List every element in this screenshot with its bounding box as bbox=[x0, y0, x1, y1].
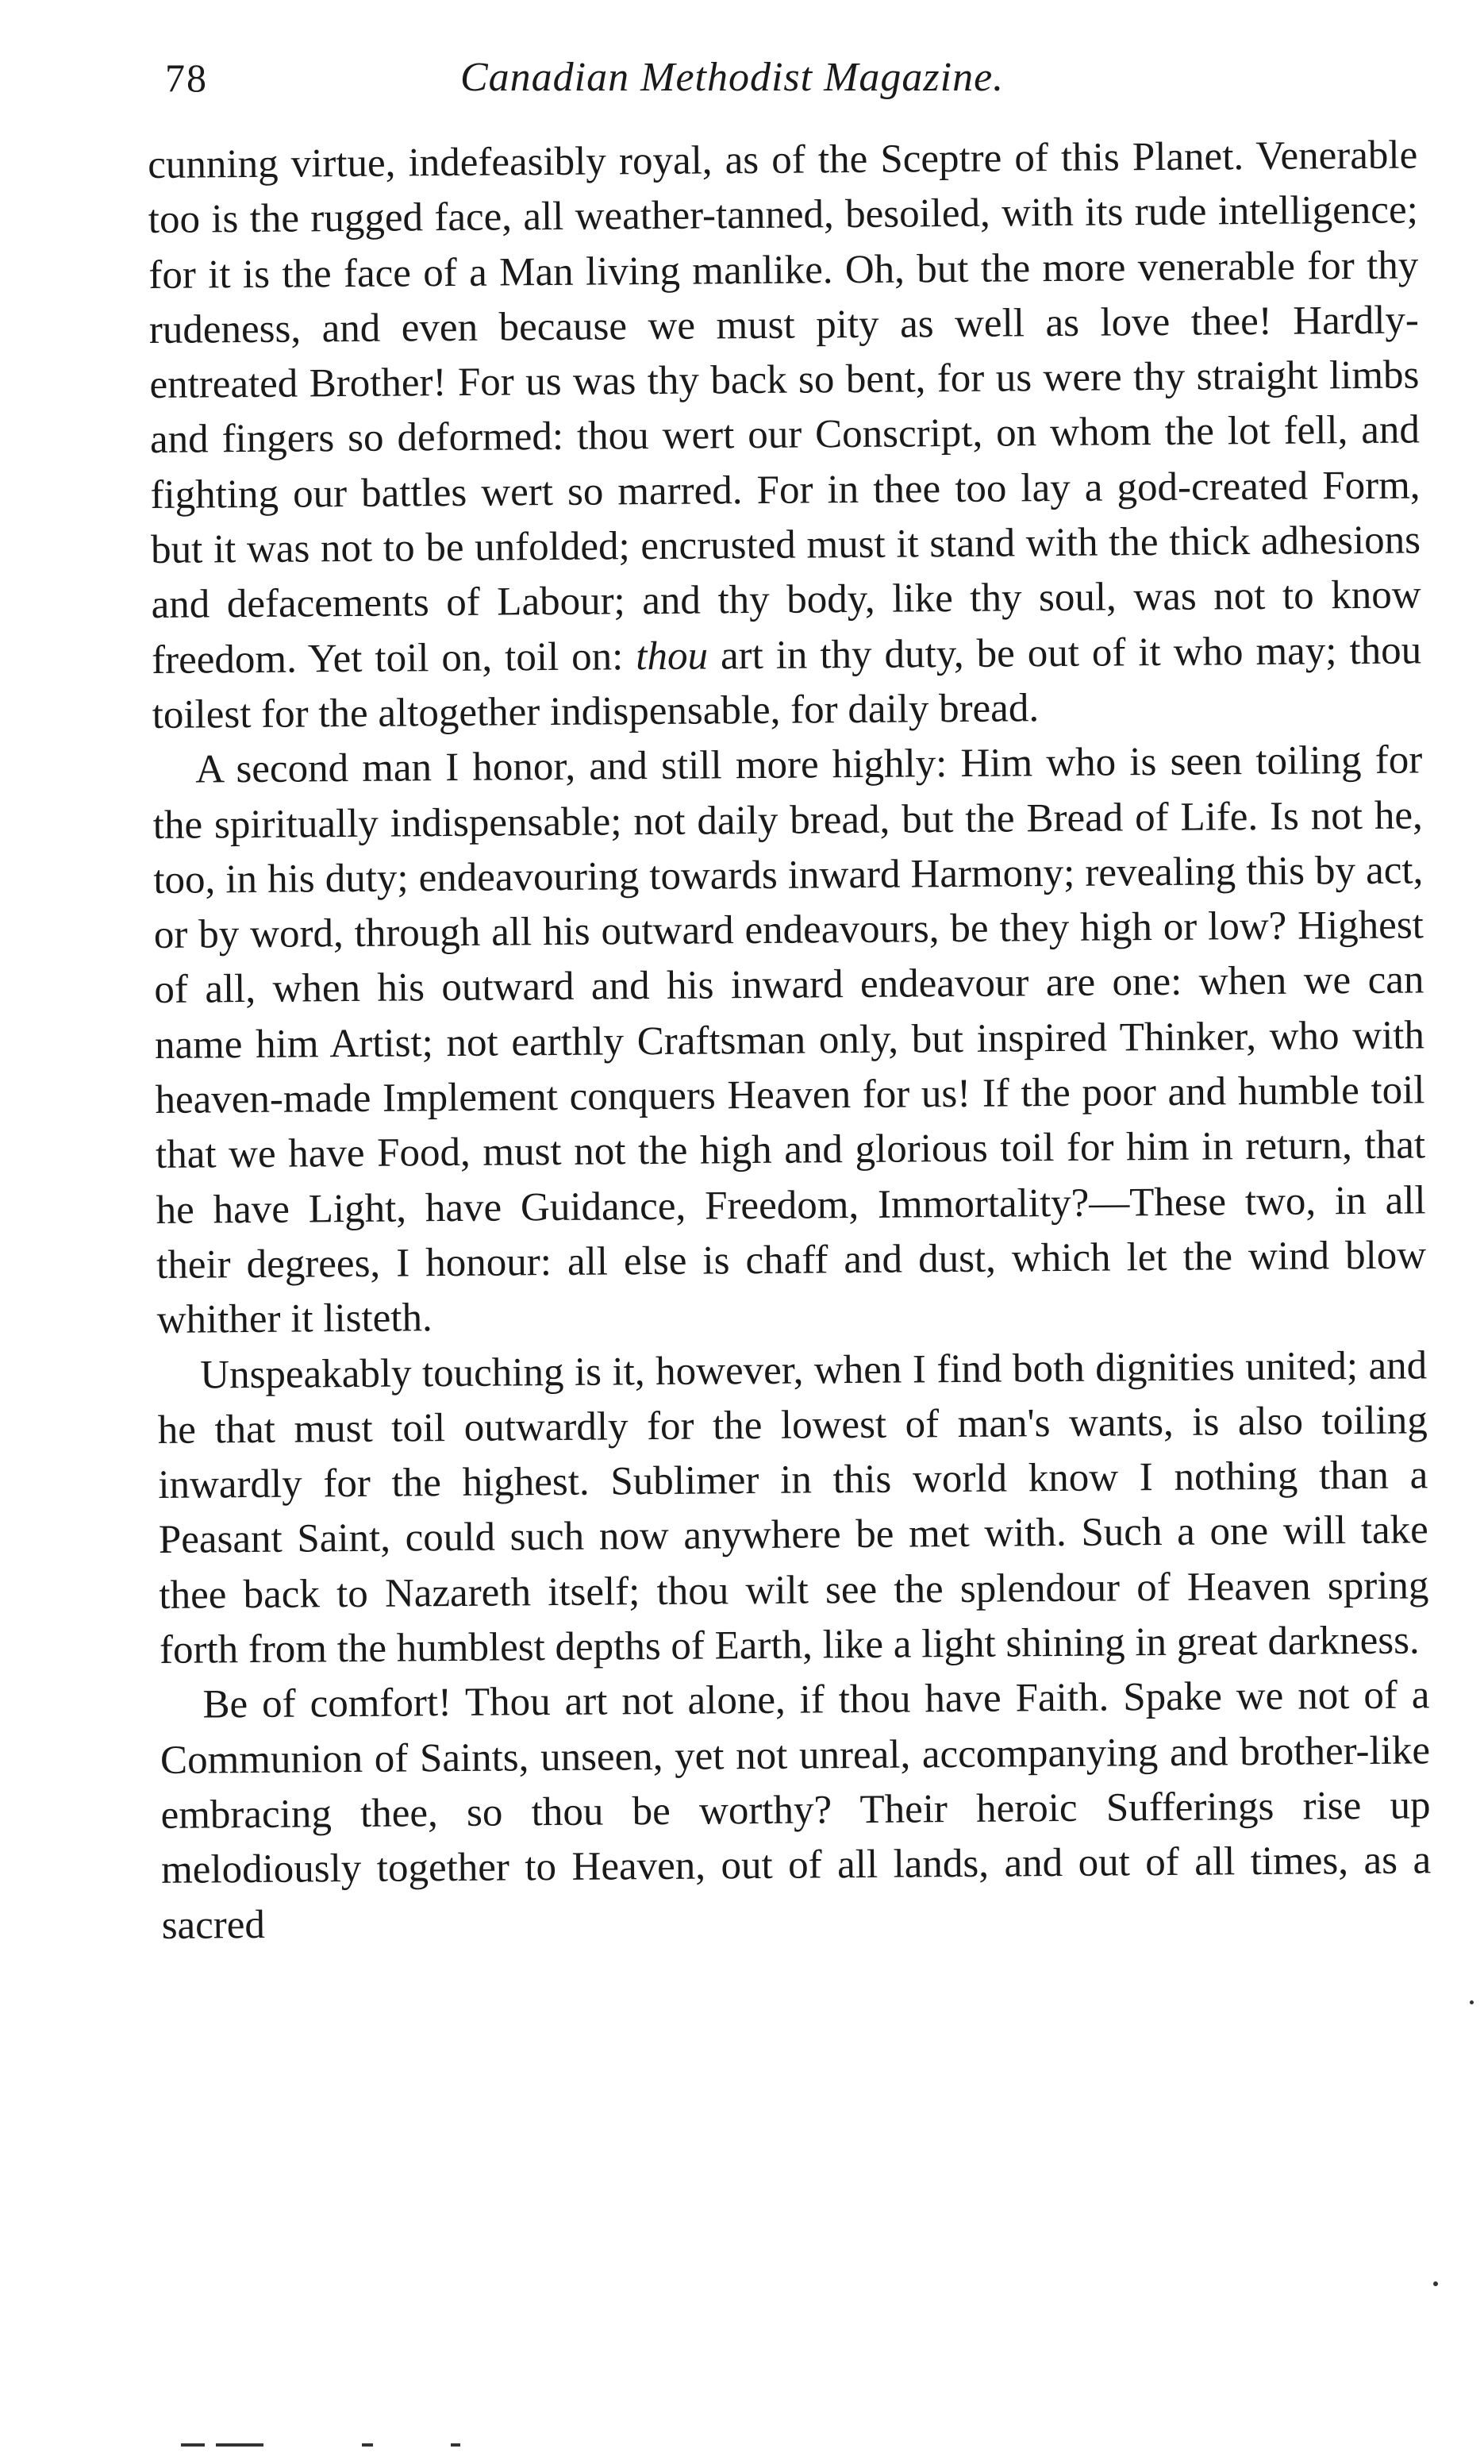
paragraph-1-text-end: art in thy duty, be out of it who may; thou toilest for the altogether indispensable, for daily bread. bbox=[152, 628, 1422, 737]
partial-glyph bbox=[451, 2443, 460, 2447]
partial-glyph bbox=[362, 2443, 373, 2447]
paragraph-2: A second man I honor, and still more highly: Him who is seen toiling for the spiritually indispensable; not daily bread, but the Bread of Life. Is not he, too, in his duty; endeavouring towards inward Harmony; revealing this by act, or by word, through all his outward endeavours, be they high or low? Highest of all, when his outward and his inward endeavour are one: when we can name him Artist; not earthly Craftsman only, but inspired Thinker, who with heaven-made Implement conquers Heaven for us! If the poor and humble toil that we have Food, must not the high and glorious toil for him in return, that he have Light, have Guidance, Freedom, Immortality?—These two, in all their degrees, I honour: all else is chaff and dust, which let the wind blow whither it listeth. bbox=[152, 737, 1427, 1343]
page-number: 78 bbox=[165, 56, 208, 100]
page-header bbox=[159, 46, 1428, 110]
paragraph-3: Unspeakably touching is it, however, when I find both dignities united; and he that must toil outwardly for the lowest of man's wants, is also toiling inwardly for the highest. Sublimer in this world know I nothing than a Peasant Saint, could such now anywhere be met with. Such a one will take thee back to Nazareth itself; thou wilt see the splendour of Heaven spring forth from the humblest depths of Earth, like a light shining in great darkness. bbox=[157, 1342, 1429, 1673]
paragraph-1-text-start: cunning virtue, indefeasibly royal, as of the Sceptre of this Planet. Venerable too is the rugged face, all weather-tanned, besoiled, with its rude intelligence; for it is the face of a Man living manlike. Oh, but the more venerable for thy rudeness, and even because we must pity as well as love thee! Hardly-entreated Brother! For us was thy back so bent, for us were thy straight limbs and fingers so deformed: thou wert our Conscript, on whom the lot fell, and fighting our battles wert so marred. For in thee too lay a god-created Form, but it was not to be unfolded; encrusted must it stand with the thick adhesions and defacements of Labour; and thy body, like thy soul, was not to know freedom. Yet toil on, toil on: bbox=[148, 133, 1421, 683]
partial-glyph bbox=[216, 2443, 263, 2447]
body-text bbox=[148, 128, 1432, 1953]
paragraph-1-emphasis: thou bbox=[636, 633, 709, 679]
margin-speck bbox=[1470, 2000, 1474, 2004]
partial-glyph bbox=[181, 2443, 205, 2447]
margin-speck bbox=[1433, 2281, 1438, 2286]
paragraph-1 bbox=[148, 128, 1422, 743]
cut-off-next-line bbox=[181, 2442, 498, 2448]
running-title: Canadian Methodist Magazine. bbox=[460, 55, 1005, 100]
paragraph-4: Be of comfort! Thou art not alone, if thou have Faith. Spake we not of a Communion of Saints, unseen, yet not unreal, accompanying and brother-like embracing thee, so thou be worthy? Their heroic Sufferings rise up melodiously together to Heaven, out of all lands, and out of all times, as a sacred bbox=[160, 1673, 1432, 1948]
